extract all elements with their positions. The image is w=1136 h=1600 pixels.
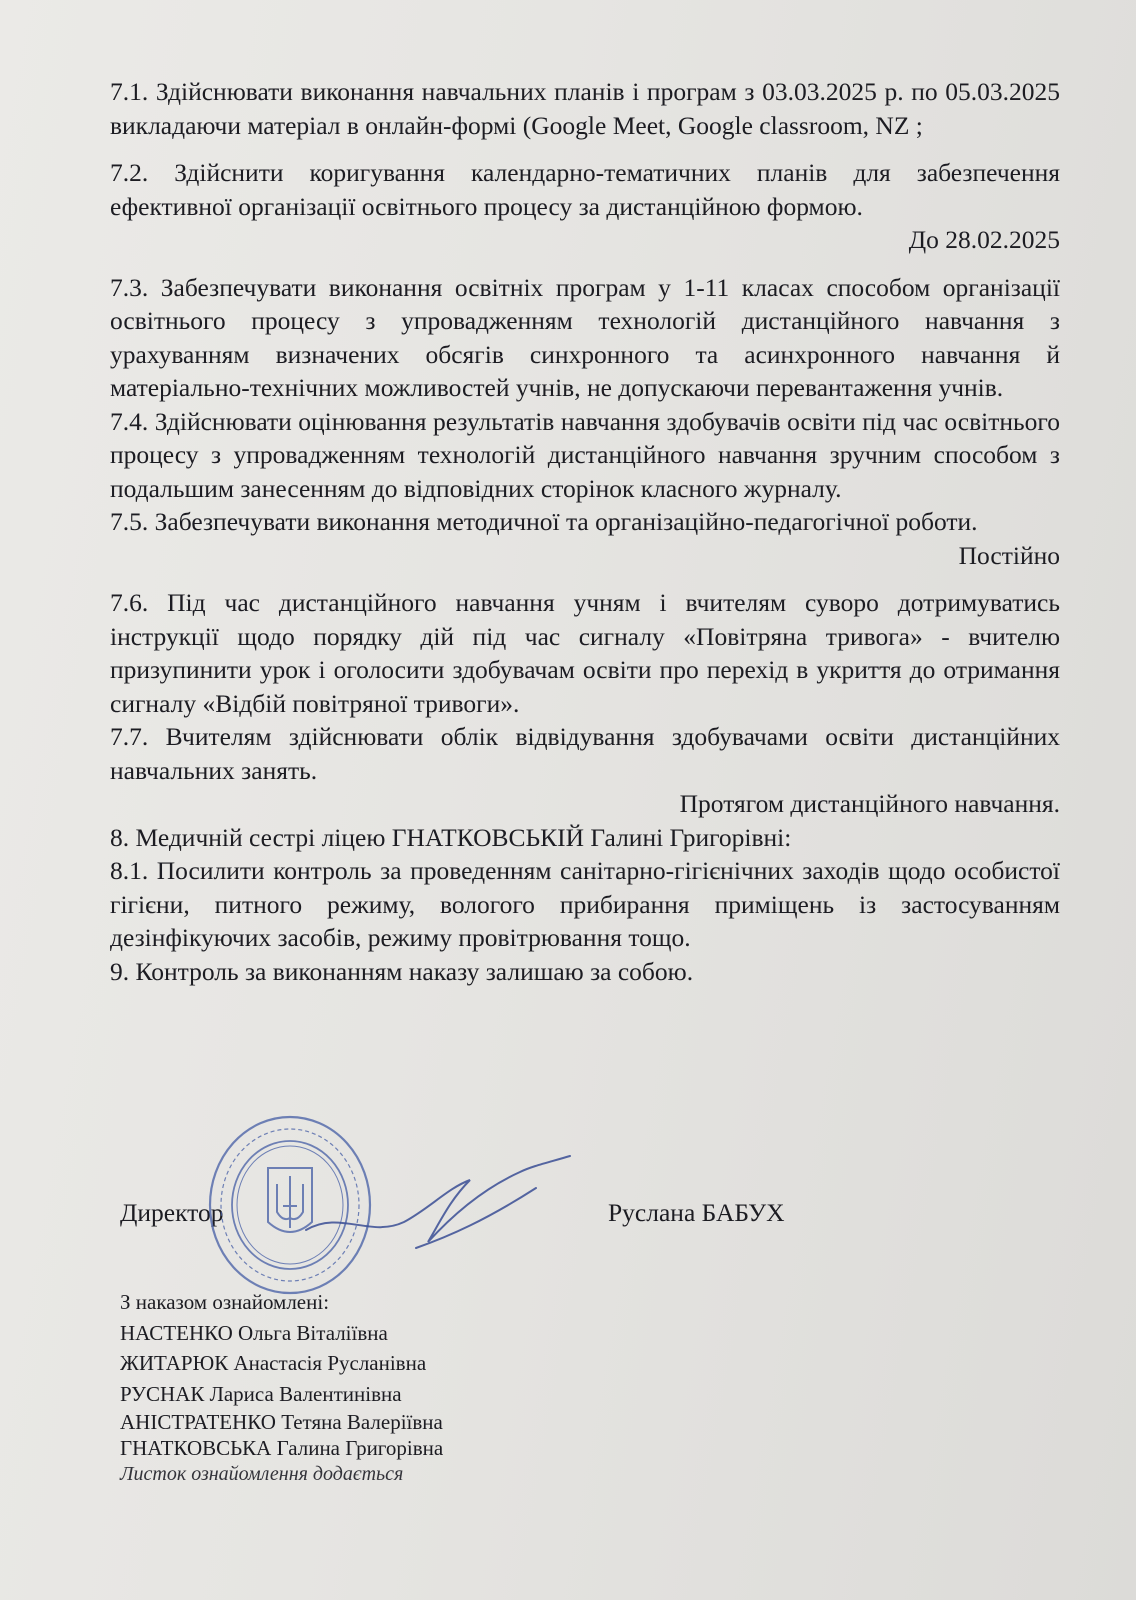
paragraph-8-1: 8.1. Посилити контроль за проведенням санітарно-гігієнічних заходів щодо особистої гігієни, питного режиму, вологого прибирання приміщень із застосуванням дезінфікуючих засобів, режиму провітрювання тощо.: [110, 856, 1060, 952]
director-label: Директор: [120, 1198, 224, 1227]
acknowledged-name: ЖИТАРЮК Анастасія Русланівна: [120, 1351, 427, 1375]
paragraph-7-6: 7.6. Під час дистанційного навчання учням і вчителям суворо дотримуватись інструкції щодо порядку дій під час сигналу «Повітряна тривога» - вчителю призупинити урок і оголосити здобувачам освіти про перехід в укриття до отримання сигналу «Відбій повітряної тривоги».: [110, 588, 1060, 718]
acknowledged-name: АНІСТРАТЕНКО Тетяна Валеріївна: [120, 1410, 443, 1434]
acknowledged-name: РУСНАК Лариса Валентинівна: [120, 1381, 402, 1406]
paragraph-7-1: 7.1. Здійснювати виконання навчальних планів і програм з 03.03.2025 р. по 05.03.2025 викладаючи матеріал в онлайн-формі (Google Meet, Google classroom, NZ ;: [110, 77, 1060, 140]
acknowledgment-block: [120, 1287, 443, 1487]
deadline-1: До 28.02.2025: [908, 225, 1060, 254]
deadline-2: Постійно: [958, 540, 1060, 570]
acknowledgment-note: Листок ознайомлення додається: [120, 1463, 404, 1485]
director-name: Руслана БАБУХ: [608, 1198, 785, 1227]
acknowledged-name: ГНАТКОВСЬКА Галина Григорівна: [120, 1436, 444, 1460]
paragraph-8: 8. Медичній сестрі ліцею ГНАТКОВСЬКІЙ Галині Григорівні:: [110, 822, 792, 852]
paragraph-7-2: 7.2. Здійснити коригування календарно-тематичних планів для забезпечення ефективної організації освітнього процесу за дистанційною формою.: [110, 158, 1060, 221]
paragraph-7-7: 7.7. Вчителям здійснювати облік відвідування здобувачами освіти дистанційних навчальних занять.: [110, 722, 1060, 785]
deadline-3: Протягом дистанційного навчання.: [679, 789, 1060, 818]
paragraph-7-5: 7.5. Забезпечувати виконання методичної та організаційно-педагогічної роботи.: [110, 507, 978, 536]
paragraph-7-4: 7.4. Здійснювати оцінювання результатів навчання здобувачів освіти під час освітнього процесу з упровадженням технологій дистанційного навчання зручним способом з подальшим занесенням до відповідних сторінок класного журналу.: [110, 406, 1060, 503]
order-body: [110, 75, 1060, 988]
paragraph-9: 9. Контроль за виконанням наказу залишаю за собою.: [110, 956, 694, 986]
director-signature: [300, 1150, 580, 1260]
acknowledged-name: НАСТЕНКО Ольга Віталіївна: [120, 1320, 388, 1345]
paragraph-7-3: 7.3. Забезпечувати виконання освітніх програм у 1-11 класах способом організації освітнього процесу з упровадженням технологій дистанційного навчання з урахуванням визначених обсягів синхронного та асинхронного навчання й матеріально-технічних можливостей учнів, не допускаючи перевантаження учнів.: [110, 272, 1060, 402]
acknowledgment-heading: З наказом ознайомлені:: [120, 1290, 330, 1314]
